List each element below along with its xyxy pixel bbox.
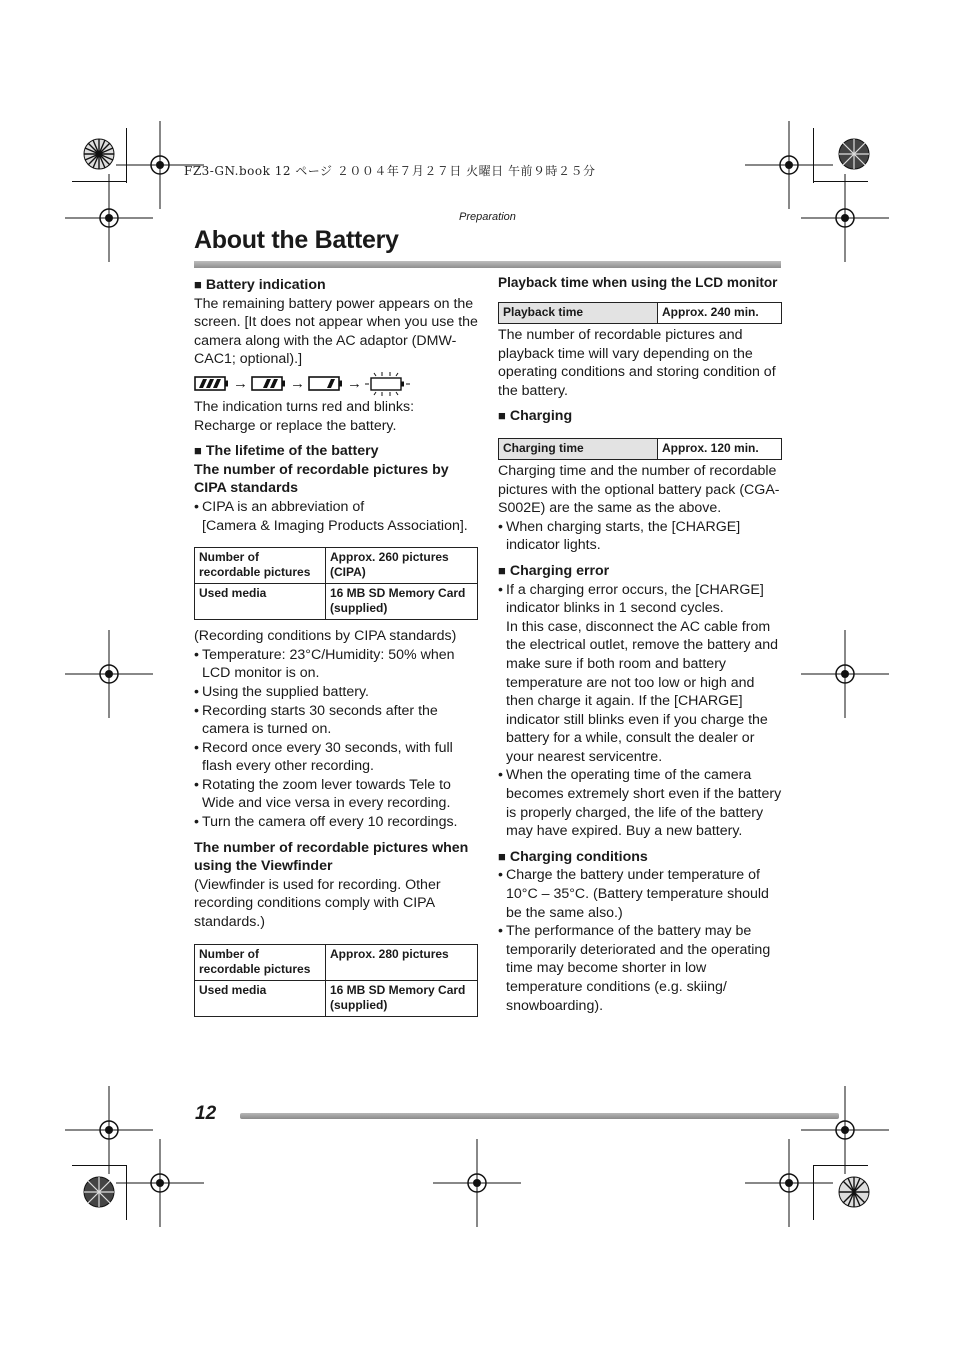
table-cell-key: Used media [195, 980, 326, 1016]
crosshair-mark-icon [65, 174, 153, 262]
lifetime-heading: ■ The lifetime of the battery [194, 442, 478, 461]
charging-error-heading: ■ Charging error [498, 562, 782, 581]
table-row [195, 548, 478, 584]
playback-text: The number of recordable pictures and playback time will vary depending on the operating conditions and storing condition of the battery. [498, 327, 776, 399]
footer-rule [240, 1113, 839, 1119]
table-row [195, 980, 478, 1016]
list-item-text: If a charging error occurs, the [CHARGE] indicator blinks in 1 second cycles. [506, 581, 764, 617]
right-column [498, 276, 782, 1015]
viewfinder-heading: The number of recordable pictures when using the Viewfinder [194, 839, 469, 875]
charging-time-table [498, 438, 782, 460]
table-row [195, 584, 478, 620]
playback-time-table [498, 302, 782, 324]
charging-error-list [498, 581, 782, 841]
list-item: • Using the supplied battery. [194, 683, 478, 702]
cipa-subheading: The number of recordable pictures by CIPA standards [194, 461, 449, 497]
battery-indicator-sequence [194, 372, 478, 396]
list-item: • When charging starts, the [CHARGE] indicator lights. [498, 518, 782, 555]
list-item-continuation: In this case, disconnect the AC cable from the electrical outlet, remove the battery and make sure if both room and battery temperature are not too low or high and then charge it again. If the [CHARGE] indicator still blinks even if you charge the battery for a while, consult the dealer or your nearest servicentre. [506, 618, 779, 765]
arrow-right-icon: → [233, 374, 248, 392]
list-item [498, 581, 782, 767]
battery-medium-icon [251, 376, 287, 391]
list-item: • CIPA is an abbreviation of [194, 498, 478, 517]
battery-empty-blinking-icon [365, 372, 411, 396]
table-cell-value: 16 MB SD Memory Card (supplied) [326, 584, 478, 620]
list-item: • When the operating time of the camera becomes extremely short even if the battery is properly charged, the life of the battery may have expired. Buy a new battery. [498, 766, 782, 840]
battery-indication-after-text: The indication turns red and blinks: Recharge or replace the battery. [194, 398, 415, 434]
table-cell-value: Approx. 260 pictures (CIPA) [326, 548, 478, 584]
table-row [195, 944, 478, 980]
crosshair-mark-icon [801, 630, 889, 718]
cipa-spec-table [194, 547, 478, 620]
playback-heading: Playback time when using the LCD monitor [498, 275, 778, 290]
list-item: • Turn the camera off every 10 recordings. [194, 813, 478, 832]
title-rule [194, 261, 781, 268]
table-cell-value: Approx. 280 pictures [326, 944, 478, 980]
crosshair-mark-icon [65, 630, 153, 718]
page-number: 12 [195, 1103, 217, 1124]
table-cell-key: Used media [195, 584, 326, 620]
list-item: • Charge the battery under temperature of 10°C – 35°C. (Battery temperature should be the same also.) [498, 866, 782, 922]
charging-bullet-list [498, 518, 782, 555]
battery-full-icon [194, 376, 230, 391]
list-item: • Rotating the zoom lever towards Tele to Wide and vice versa in every recording. [194, 776, 478, 813]
crosshair-mark-icon [433, 1139, 521, 1227]
cipa-bullet-continuation: [Camera & Imaging Products Association]. [202, 517, 468, 534]
list-item: • Recording starts 30 seconds after the camera is turned on. [194, 702, 478, 739]
conditions-list [194, 646, 478, 832]
viewfinder-text: (Viewfinder is used for recording. Other recording conditions comply with CIPA standards.) [194, 876, 441, 931]
list-item: • Record once every 30 seconds, with full flash every other recording. [194, 739, 478, 776]
crosshair-mark-icon [801, 174, 889, 262]
page-title: About the Battery [194, 226, 399, 254]
charging-text: Charging time and the number of recordable pictures with the optional battery pack (CGA-S002E) are the same as the above. [498, 462, 780, 517]
table-cell-value: Approx. 240 min. [658, 303, 782, 324]
viewfinder-spec-table [194, 944, 478, 1017]
table-cell-value: 16 MB SD Memory Card (supplied) [326, 980, 478, 1016]
table-row [499, 438, 782, 459]
battery-indication-text: The remaining battery power appears on the screen. [It does not appear when you use the camera along with the AC adaptor (DMW-CAC1; optional).] [194, 295, 478, 368]
list-item: • The performance of the battery may be temporarily deteriorated and the operating time may become shorter in low temperature conditions (e.g. skiing/ snowboarding). [498, 922, 782, 1015]
charging-heading: ■ Charging [498, 407, 782, 426]
arrow-right-icon: → [290, 374, 305, 392]
table-cell-key: Playback time [499, 303, 658, 324]
table-cell-key: Charging time [499, 438, 658, 459]
print-header-line: FZ3-GN.book 12 ページ ２００４年７月２７日 火曜日 午前９時２５分 [184, 164, 596, 178]
left-column [194, 276, 478, 1017]
battery-low-icon [308, 376, 344, 391]
table-cell-value: Approx. 120 min. [658, 438, 782, 459]
battery-indication-heading: ■ Battery indication [194, 276, 478, 295]
conditions-intro: (Recording conditions by CIPA standards) [194, 628, 457, 645]
charging-conditions-heading: ■ Charging conditions [498, 848, 782, 867]
section-label: Preparation [459, 211, 516, 223]
crosshair-mark-icon [745, 1139, 833, 1227]
arrow-right-icon: → [347, 374, 362, 392]
table-cell-key: Number of recordable pictures [195, 548, 326, 584]
crosshair-mark-icon [116, 1139, 204, 1227]
charging-conditions-list [498, 866, 782, 1015]
table-cell-key: Number of recordable pictures [195, 944, 326, 980]
list-item: • Temperature: 23°C/Humidity: 50% when LCD monitor is on. [194, 646, 478, 683]
cipa-bullet-list [194, 498, 478, 517]
table-row [499, 303, 782, 324]
